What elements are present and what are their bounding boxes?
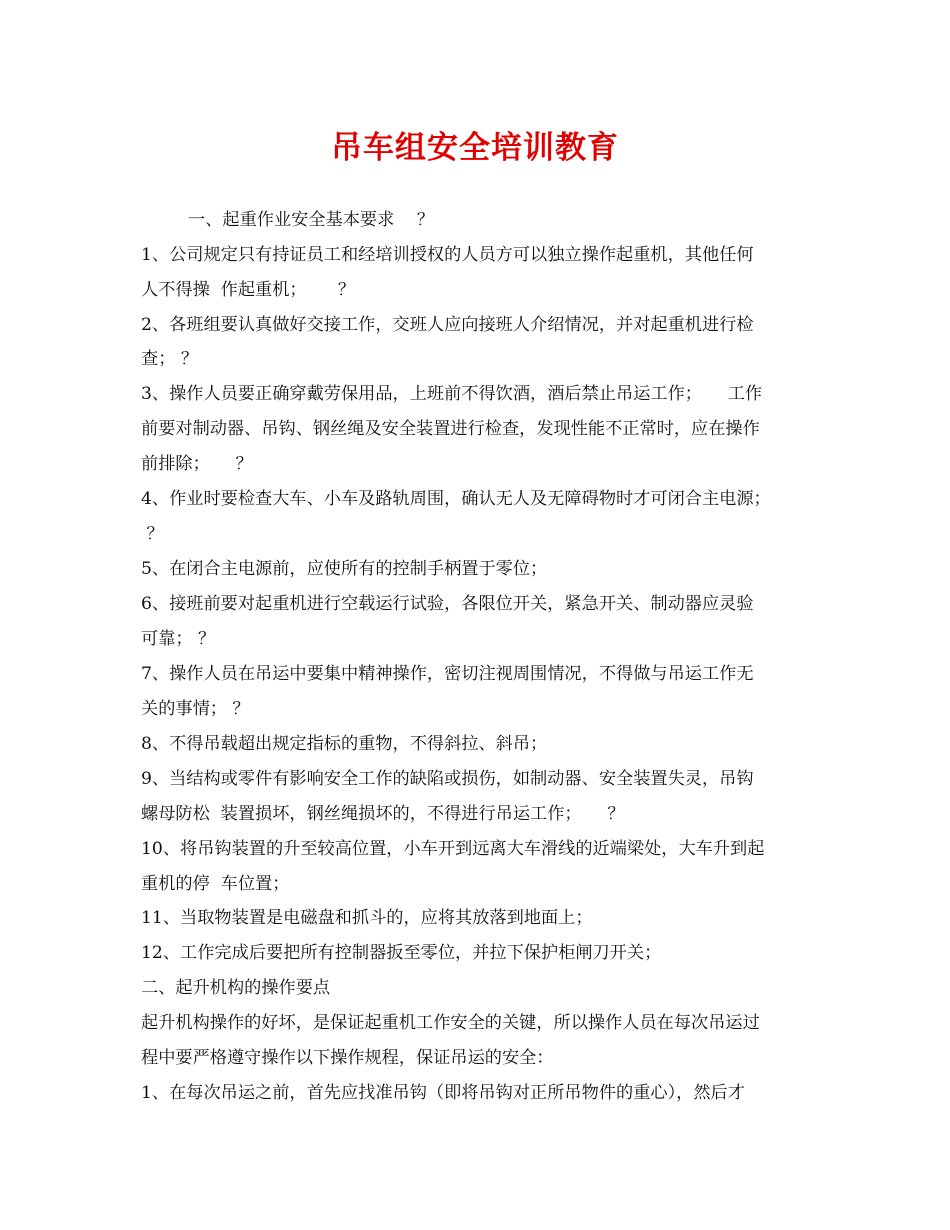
text-line: 4、作业时要检查大车、小车及路轨周围，确认无人及无障碍物时才可闭合主电源；: [141, 489, 771, 509]
text-line: 2、各班组要认真做好交接工作，交班人应向接班人介绍情况，并对起重机进行检: [141, 315, 754, 335]
text-line: 3、操作人员要正确穿戴劳保用品，上班前不得饮酒，酒后禁止吊运工作； 工作: [141, 384, 763, 404]
text-line: 可靠； ？: [141, 629, 216, 649]
text-line: 9、当结构或零件有影响安全工作的缺陷或损伤，如制动器、安全装置失灵，吊钩: [141, 769, 754, 789]
text-line: 前排除； ？: [141, 454, 253, 474]
text-line: 8、不得吊载超出规定指标的重物，不得斜拉、斜吊；: [141, 734, 548, 754]
text-line: 前要对制动器、吊钩、钢丝绳及安全装置进行检查，发现性能不正常时，应在操作: [141, 419, 760, 439]
text-line: 5、在闭合主电源前，应使所有的控制手柄置于零位；: [141, 559, 548, 579]
text-line: ？: [141, 524, 164, 544]
text-line: 12、工作完成后要把所有控制器扳至零位，并拉下保护柜闸刀开关；: [141, 943, 662, 963]
text-line: 6、接班前要对起重机进行空载运行试验，各限位开关，紧急开关、制动器应灵验: [141, 594, 754, 614]
section-heading: 一、起重作业安全基本要求 ？: [188, 210, 435, 230]
text-line: 关的事情； ？: [141, 699, 250, 719]
text-line: 起升机构操作的好坏，是保证起重机工作安全的关键，所以操作人员在每次吊运过: [141, 1013, 760, 1033]
text-line: 重机的停 车位置；: [141, 874, 290, 894]
text-line: 10、将吊钩装置的升至较高位置，小车开到远离大车滑线的近端梁处，大车升到起: [141, 839, 765, 859]
text-line: 查； ？: [141, 349, 199, 369]
text-line: 程中要严格遵守操作以下操作规程，保证吊运的安全：: [141, 1048, 554, 1068]
text-line: 螺母防松 装置损坏，钢丝绳损坏的，不得进行吊运工作； ？: [141, 804, 625, 824]
text-line: 1、在每次吊运之前，首先应找准吊钩（即将吊钩对正所吊物件的重心），然后才: [141, 1083, 745, 1103]
text-line: 人不得操 作起重机； ？: [141, 280, 356, 300]
text-line: 1、公司规定只有持证员工和经培训授权的人员方可以独立操作起重机，其他任何: [141, 245, 754, 265]
text-line: 11、当取物装置是电磁盘和抓斗的，应将其放落到地面上；: [141, 908, 593, 928]
document-title: 吊车组安全培训教育: [331, 130, 619, 166]
section-heading: 二、起升机构的操作要点: [141, 978, 331, 998]
text-line: 7、操作人员在吊运中要集中精神操作，密切注视周围情况，不得做与吊运工作无: [141, 664, 754, 684]
